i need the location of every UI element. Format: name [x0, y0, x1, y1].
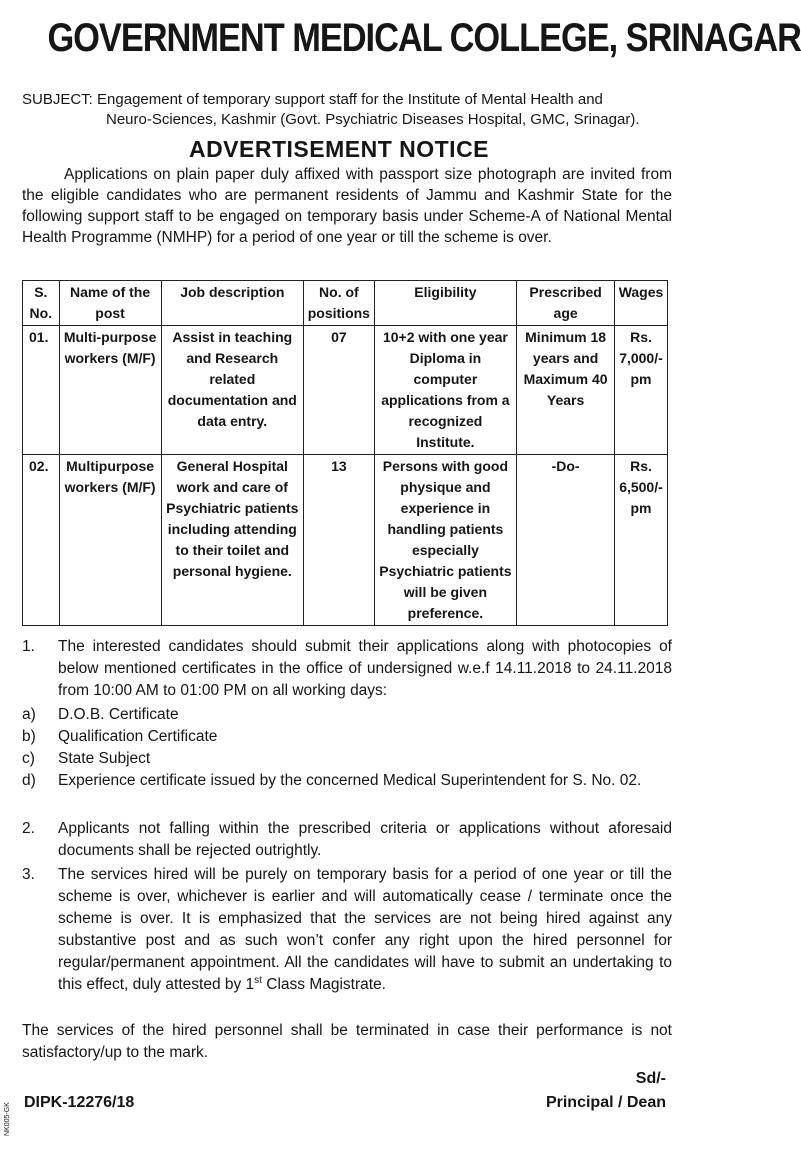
cell-job-description: Assist in teaching and Research related documentation and data entry. [161, 326, 304, 455]
table-row [23, 326, 668, 455]
condition-1 [22, 636, 672, 702]
header-job-description: Job description [161, 281, 304, 326]
document-a-marker: a) [22, 706, 36, 723]
cell-sno: 02. [23, 455, 60, 626]
cell-job-description: General Hospital work and care of Psychiatric patients including attending to their toilet and personal hygiene. [161, 455, 304, 626]
cell-eligibility: 10+2 with one year Diploma in computer applications from a recognized Institute. [374, 326, 517, 455]
document-item-d [22, 770, 672, 792]
document-d-marker: d) [22, 772, 36, 789]
margin-code: NK005-GK [4, 1102, 11, 1136]
condition-1-text: The interested candidates should submit their applications along with photocopies of below mentioned certificates in the office of undersigned w.e.f 14.11.2018 to 24.11.2018 from 10:00 AM to 01:00 PM on all working days: [58, 638, 672, 699]
cell-sno: 01. [23, 326, 60, 455]
condition-3-marker: 3. [22, 866, 35, 883]
header-wages: Wages [614, 281, 667, 326]
header-eligibility: Eligibility [374, 281, 517, 326]
header-age: Prescribed age [517, 281, 615, 326]
cell-positions: 13 [304, 455, 375, 626]
document-c-text: State Subject [58, 750, 151, 767]
ordinal-suffix: st [254, 974, 262, 986]
cell-post-name: Multipurpose workers (M/F) [59, 455, 161, 626]
intro-paragraph: Applications on plain paper duly affixed with passport size photograph are invited from the eligible candidates who are permanent residents of Jammu and Kashmir State for the following support staff to be engaged on temporary basis under Scheme-A of National Mental Health Programme (NMHP) for a period of one year or till the scheme is over. [22, 166, 672, 246]
condition-2-text: Applicants not falling within the prescribed criteria or applications without aforesaid documents shall be rejected outrightly. [58, 820, 672, 859]
cell-wages: Rs. 7,000/- pm [614, 326, 667, 455]
document-a-text: D.O.B. Certificate [58, 706, 179, 723]
cell-post-name: Multi-purpose workers (M/F) [59, 326, 161, 455]
condition-3-end: Class Magistrate. [261, 976, 386, 993]
document-d-text: Experience certificate issued by the concerned Medical Superintendent for S. No. 02. [58, 772, 642, 789]
posts-table [22, 280, 668, 626]
table-row [23, 455, 668, 626]
cell-age: Minimum 18 years and Maximum 40 Years [517, 326, 615, 455]
header-post-name: Name of the post [59, 281, 161, 326]
notice-heading: ADVERTISEMENT NOTICE [188, 136, 490, 162]
cell-wages: Rs. 6,500/- pm [614, 455, 667, 626]
document-b-text: Qualification Certificate [58, 728, 218, 745]
condition-3 [22, 864, 672, 996]
cell-age: -Do- [517, 455, 615, 626]
header-positions: No. of positions [304, 281, 375, 326]
reference-number: DIPK-12276/18 [24, 1094, 135, 1111]
document-item-b [22, 726, 672, 748]
document-c-marker: c) [22, 750, 35, 767]
condition-2-marker: 2. [22, 820, 35, 837]
condition-3-main: The services hired will be purely on temporary basis for a period of one year or till the scheme is over, whichever is earlier and will automatically cease / terminate once the scheme is over. It is emphasized that the services are not being hired against any substantive post and as such won’t confer any right upon the hired personnel for regular/permanent appointment. All the candidates will have to submit an undertaking to this effect, duly attested by 1 [58, 866, 672, 993]
document-item-c [22, 748, 672, 770]
cell-positions: 07 [304, 326, 375, 455]
college-title: GOVERNMENT MEDICAL COLLEGE, SRINAGAR [47, 16, 801, 60]
table-header-row [23, 281, 668, 326]
condition-3-text [58, 864, 672, 996]
signatory-title: Principal / Dean [545, 1094, 666, 1111]
subject-label: SUBJECT: [22, 91, 93, 108]
condition-2 [22, 818, 672, 862]
condition-1-marker: 1. [22, 638, 35, 655]
subject-line-2: Neuro-Sciences, Kashmir (Govt. Psychiatric Diseases Hospital, GMC, Srinagar). [106, 111, 640, 128]
document-b-marker: b) [22, 728, 36, 745]
header-sno: S. No. [23, 281, 60, 326]
document-item-a [22, 704, 672, 726]
closing-paragraph: The services of the hired personnel shall be terminated in case their performance is not satisfactory/up to the mark. [22, 1022, 672, 1061]
cell-eligibility: Persons with good physique and experience in handling patients especially Psychiatric patients will be given preference. [374, 455, 517, 626]
subject-block [22, 90, 672, 130]
signature-sd: Sd/- [635, 1070, 666, 1087]
subject-line-1: Engagement of temporary support staff for the Institute of Mental Health and [97, 91, 603, 108]
